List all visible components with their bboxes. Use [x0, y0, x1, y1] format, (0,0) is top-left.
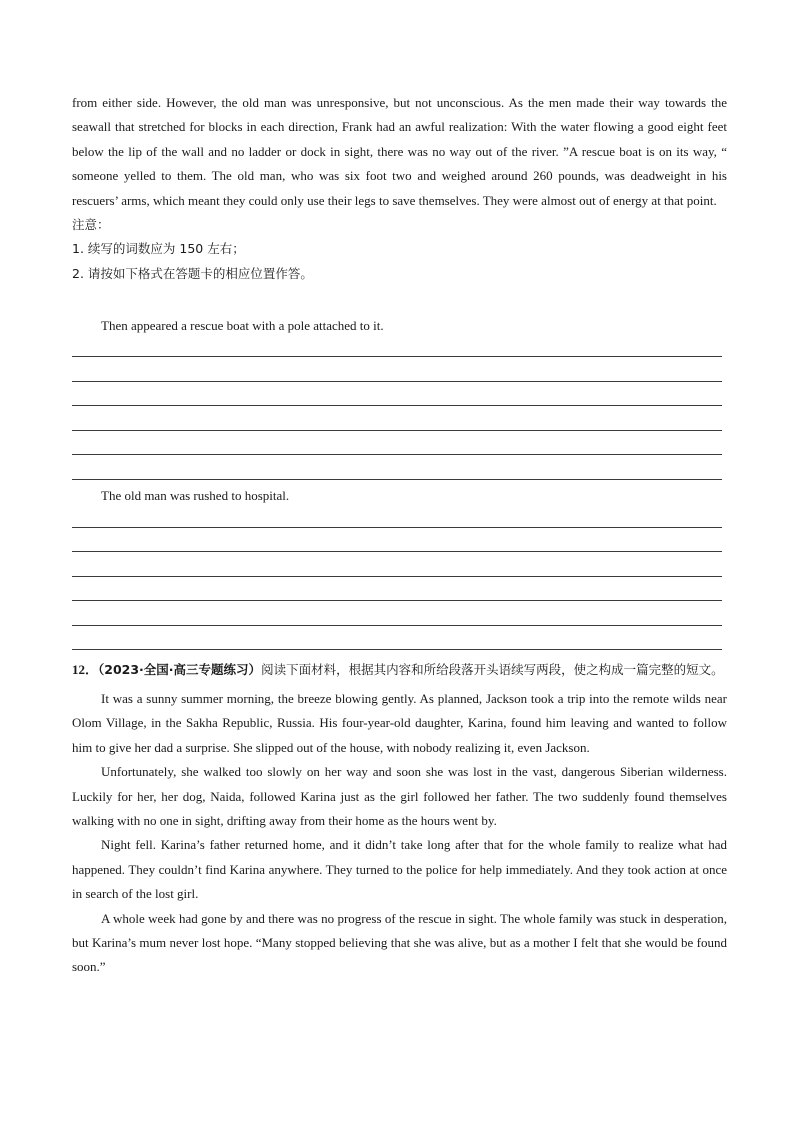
answer-line[interactable]: [72, 649, 722, 650]
answer-line[interactable]: [72, 405, 722, 406]
question-instruction: 阅读下面材料，根据其内容和所给段落开头语续写两段，使之构成一篇完整的短文。: [261, 662, 724, 677]
question-12: [72, 657, 727, 980]
answer-line[interactable]: [72, 625, 722, 626]
story-paragraph-1: It was a sunny summer morning, the breeze blowing gently. As planned, Jackson took a trip into the remote wilds near Olom Village, in the Sakha Republic, Russia. His four-year-old daughter, Karina, found him leaving and wanted to follow him to give her dad a surprise. She slipped out of the house, with nobody realizing it, even Jackson.: [72, 691, 727, 755]
answer-line[interactable]: [72, 551, 722, 552]
answer-line[interactable]: [72, 356, 722, 357]
notes-item-2: 2. 请按如下格式在答题卡的相应位置作答。: [72, 265, 313, 281]
paragraph-starter-1: Then appeared a rescue boat with a pole attached to it.: [101, 318, 384, 333]
answer-line[interactable]: [72, 527, 722, 528]
notes-item-1: 1. 续写的词数应为 150 左右；: [72, 241, 245, 257]
passage-paragraph: from either side. However, the old man was unresponsive, but not unconscious. As the men made their way towards the seawall that stretched for blocks in each direction, Frank had an awful realization: With the water flowing a good eight feet below the lip of the wall and no ladder or dock in sight, there was no way out of the river. ”A rescue boat is on its way, “ someone yelled to them. The old man, who was six foot two and weighed around 260 pounds, was deadweight in his rescuers’ arms, which meant they could only use their legs to save themselves. They were almost out of energy at that point.: [72, 95, 727, 208]
question-source: （2023·全国·高三专题练习）: [98, 662, 262, 677]
notes-heading: 注意：: [72, 217, 110, 232]
passage-continued: [72, 91, 727, 213]
answer-line[interactable]: [72, 600, 722, 601]
notes-section: [72, 213, 727, 286]
story-paragraph-4: A whole week had gone by and there was no progress of the rescue in sight. The whole family was stuck in desperation, but Karina’s mum never lost hope. “Many stopped believing that she was alive, but as a mother I felt that she would be found soon.”: [72, 910, 727, 975]
answer-line[interactable]: [72, 576, 722, 577]
story-paragraph-2: Unfortunately, she walked too slowly on her way and soon she was lost in the vast, dangerous Siberian wilderness. Luckily for her, her dog, Naida, followed Karina just as the girl followed her father. The two suddenly found themselves walking with no one in sight, drifting away from their home as the hours went by.: [72, 764, 727, 829]
paragraph-starter-2: The old man was rushed to hospital.: [101, 488, 290, 503]
answer-line[interactable]: [72, 381, 722, 382]
question-header: [72, 657, 727, 682]
story-paragraph-3: Night fell. Karina’s father returned home, and it didn’t take long after that for the whole family to realize what had happened. They couldn’t find Karina anywhere. They turned to the police for help immediately. And they took action at once in search of the lost girl.: [72, 837, 727, 902]
answer-line[interactable]: [72, 479, 722, 480]
answer-line[interactable]: [72, 430, 722, 431]
question-number: 12．: [72, 662, 99, 677]
answer-line[interactable]: [72, 454, 722, 455]
